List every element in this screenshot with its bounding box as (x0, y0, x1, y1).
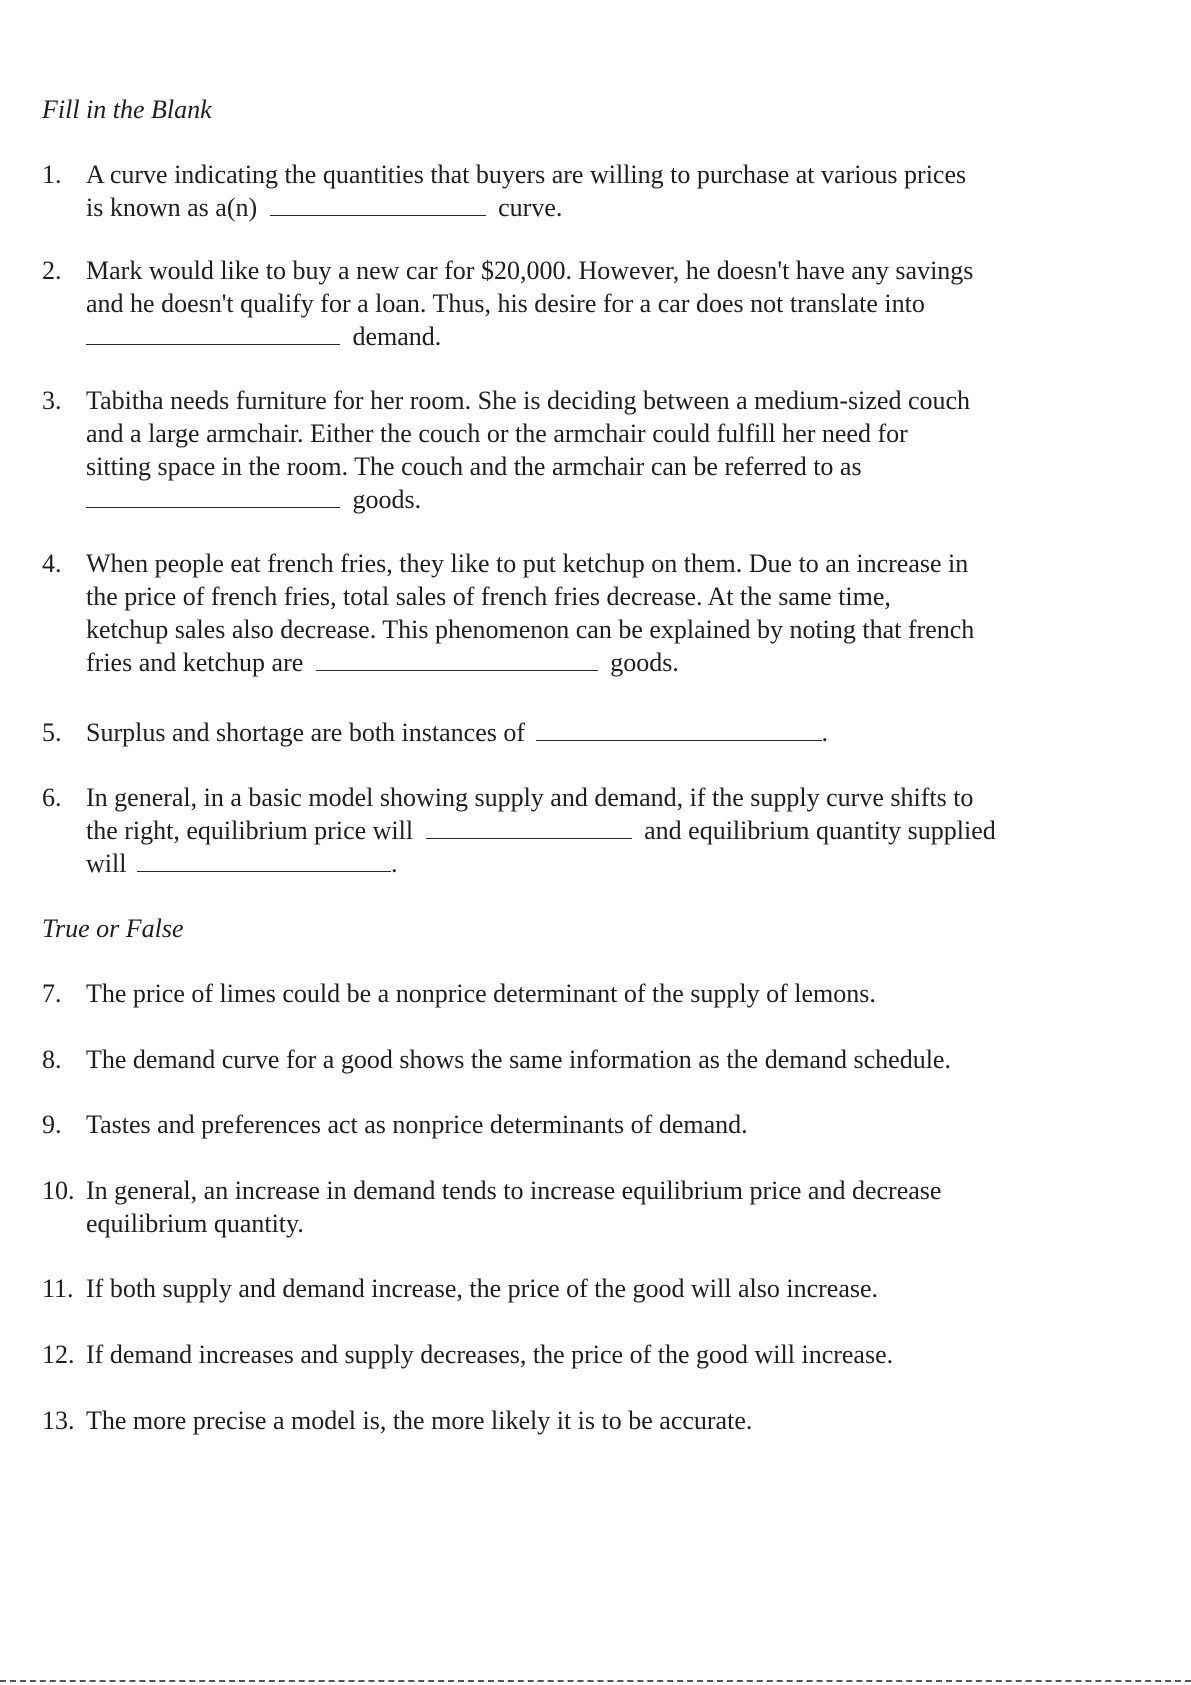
question-2 (42, 254, 1082, 353)
question-9 (42, 1108, 1082, 1141)
question-text: will (86, 849, 127, 878)
answer-blank[interactable] (86, 322, 340, 345)
answer-blank[interactable] (536, 718, 822, 741)
question-12 (42, 1338, 1082, 1371)
question-7 (42, 977, 1082, 1010)
question-text: If both supply and demand increase, the price of the good will also increase. (86, 1274, 879, 1303)
answer-blank[interactable] (426, 816, 632, 839)
question-text: goods. (352, 485, 422, 514)
question-number: 1. (42, 160, 62, 189)
question-number: 3. (42, 386, 62, 415)
question-text: A curve indicating the quantities that buyers are willing to purchase at various prices (86, 160, 967, 189)
question-text: Tabitha needs furniture for her room. She is deciding between a medium-sized couch (86, 386, 971, 415)
answer-blank[interactable] (137, 849, 391, 872)
question-number: 4. (42, 549, 62, 578)
question-3 (42, 384, 1082, 516)
question-1 (42, 158, 1082, 224)
question-text: is known as a(n) (86, 193, 258, 222)
question-number: 2. (42, 256, 62, 285)
fill-in-the-blank-heading: Fill in the Blank (42, 95, 212, 124)
question-number: 9. (42, 1110, 62, 1139)
question-text: curve. (498, 193, 563, 222)
question-10 (42, 1174, 1082, 1240)
true-or-false-heading: True or False (42, 914, 184, 943)
question-4 (42, 547, 1082, 679)
question-text: When people eat french fries, they like to put ketchup on them. Due to an increase in (86, 549, 969, 578)
question-number: 12. (42, 1340, 75, 1369)
answer-blank[interactable] (316, 648, 598, 671)
question-text: In general, in a basic model showing supply and demand, if the supply curve shifts to (86, 783, 974, 812)
page-bottom-border (0, 1680, 1191, 1682)
question-text: Mark would like to buy a new car for $20,000. However, he doesn't have any savings (86, 256, 974, 285)
question-text: and equilibrium quantity supplied (644, 816, 996, 845)
question-text: The price of limes could be a nonprice determinant of the supply of lemons. (86, 979, 876, 1008)
question-text: The demand curve for a good shows the same information as the demand schedule. (86, 1045, 951, 1074)
question-text: the price of french fries, total sales of french fries decrease. At the same time, (86, 582, 891, 611)
question-text: equilibrium quantity. (86, 1209, 304, 1238)
question-text: The more precise a model is, the more likely it is to be accurate. (86, 1406, 753, 1435)
question-5 (42, 716, 1082, 749)
question-text: . (390, 849, 398, 878)
answer-blank[interactable] (86, 485, 340, 508)
question-number: 6. (42, 783, 62, 812)
question-number: 10. (42, 1176, 75, 1205)
question-text: fries and ketchup are (86, 648, 304, 677)
answer-blank[interactable] (270, 193, 486, 216)
question-text: In general, an increase in demand tends to increase equilibrium price and decrease (86, 1176, 942, 1205)
question-text: Surplus and shortage are both instances of (86, 718, 526, 747)
question-text: goods. (610, 648, 679, 677)
question-8 (42, 1043, 1082, 1076)
question-number: 13. (42, 1406, 75, 1435)
question-6 (42, 781, 1082, 880)
question-text: and a large armchair. Either the couch or the armchair could fulfill her need for (86, 419, 908, 448)
question-text: and he doesn't qualify for a loan. Thus, his desire for a car does not translate into (86, 289, 925, 318)
question-text: If demand increases and supply decreases, the price of the good will increase. (86, 1340, 894, 1369)
question-text: demand. (352, 322, 442, 351)
question-text: . (821, 718, 829, 747)
question-text: the right, equilibrium price will (86, 816, 414, 845)
question-text: sitting space in the room. The couch and the armchair can be referred to as (86, 452, 862, 481)
question-text: ketchup sales also decrease. This phenomenon can be explained by noting that french (86, 615, 975, 644)
question-number: 5. (42, 718, 62, 747)
question-text: Tastes and preferences act as nonprice determinants of demand. (86, 1110, 748, 1139)
question-number: 7. (42, 979, 62, 1008)
question-number: 11. (42, 1274, 74, 1303)
question-13 (42, 1404, 1082, 1437)
question-number: 8. (42, 1045, 62, 1074)
question-11 (42, 1272, 1082, 1305)
